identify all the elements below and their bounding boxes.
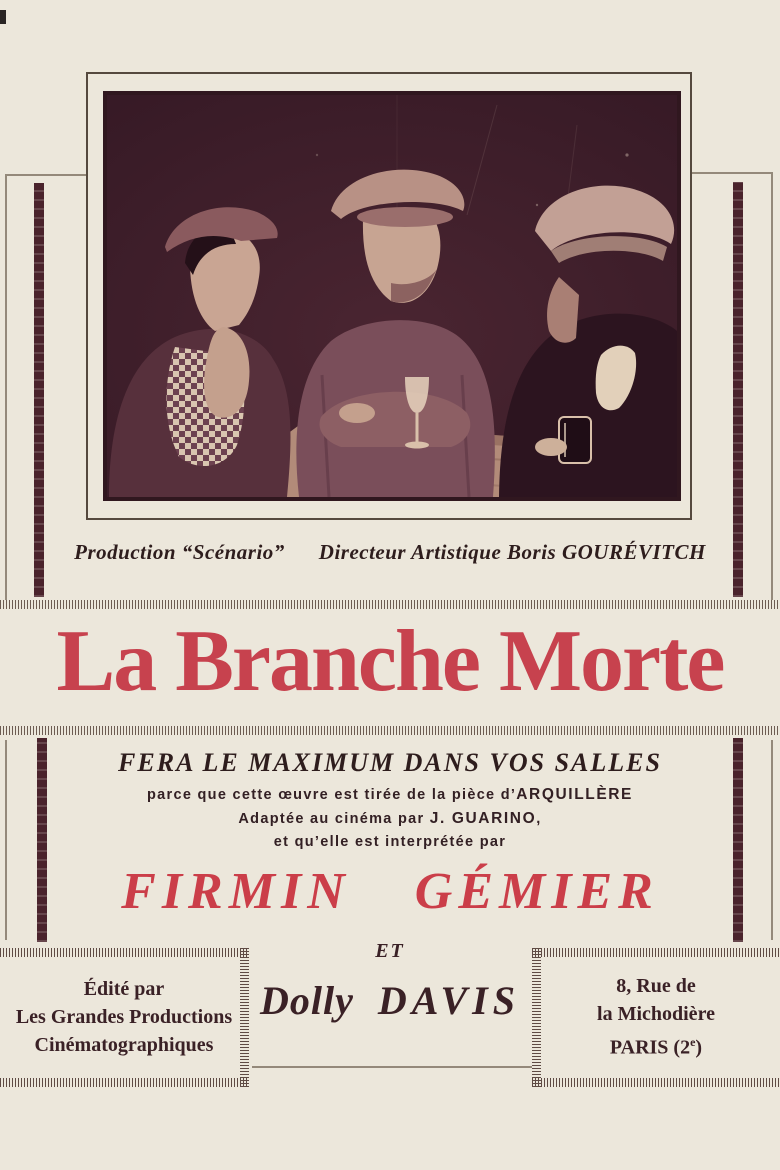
co-star-block [250, 940, 530, 1024]
publisher-line-1: Édité par [83, 978, 165, 1000]
right-upper-thin-line [771, 172, 773, 600]
reason-line-2 [0, 810, 780, 828]
right-upper-thin-cap [690, 172, 773, 174]
dashed-rule-top [0, 600, 780, 609]
address-line-2: la Michodière [597, 1003, 715, 1026]
credit-line [0, 540, 780, 565]
playwright-name: ARQUILLÈRE [516, 786, 633, 803]
tagline: FERA LE MAXIMUM DANS VOS SALLES [118, 748, 662, 777]
left-upper-thin-line [5, 174, 7, 600]
adapter-name: J. GUARINO [429, 810, 537, 827]
co-star-last-name: DAVIS [377, 978, 520, 1023]
publisher-box [0, 948, 248, 1086]
film-title: La Branche Morte [56, 613, 724, 710]
co-star-name [250, 977, 530, 1024]
reason-1-text: parce que cette œuvre est tirée de la pièce d’ [146, 787, 517, 803]
co-star-first-name: Dolly [260, 978, 354, 1023]
production-credit: Production “Scénario” [74, 540, 285, 564]
address-paren-close: ) [695, 1036, 703, 1059]
dashed-rule-under-title [0, 726, 780, 735]
lead-actor-last-name: GÉMIER [414, 863, 659, 920]
cafe-scene-illustration [107, 95, 677, 497]
lead-actor-first-name: FIRMIN [121, 863, 351, 920]
address-city: PARIS (2 [609, 1036, 691, 1059]
reason-2-text: Adaptée au cinéma par [238, 811, 430, 827]
reason-2-suffix: , [536, 811, 542, 827]
address-arrondissement-sup: e [690, 1035, 696, 1050]
film-still-photo [103, 91, 681, 501]
center-divider-line [252, 1066, 532, 1068]
left-upper-ornament-bar [34, 183, 44, 597]
left-upper-thin-cap [5, 174, 86, 176]
reason-line-3: et qu’elle est interprétée par [273, 834, 507, 850]
conjunction-et: ET [375, 940, 405, 962]
publisher-line-2: Les Grandes Productions [15, 1006, 233, 1028]
print-artifact [0, 10, 6, 24]
address-line-3 [532, 1028, 780, 1062]
address-box [532, 948, 780, 1086]
publisher-line-3: Cinématographiques [34, 1034, 214, 1056]
lead-actor-name [0, 862, 780, 921]
right-upper-ornament-bar [733, 182, 743, 597]
artistic-director-credit: Directeur Artistique Boris GOURÉVITCH [318, 540, 706, 564]
reason-line-1 [0, 786, 780, 804]
address-line-1: 8, Rue de [616, 975, 696, 998]
